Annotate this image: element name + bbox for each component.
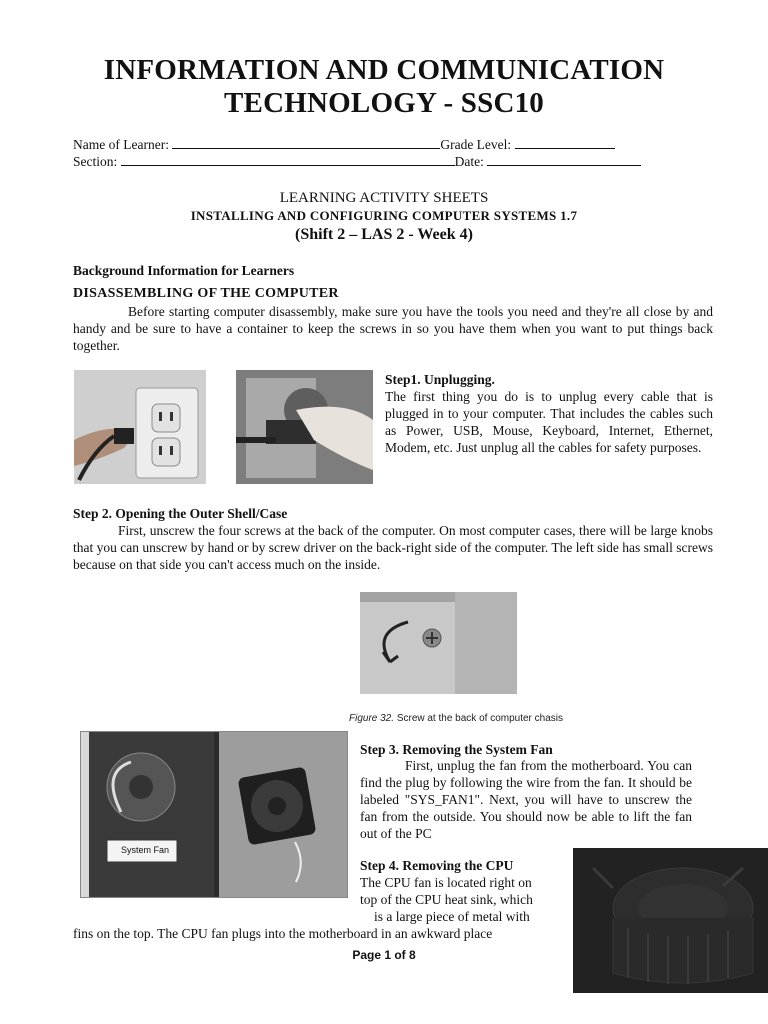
pc-cable-photo bbox=[236, 370, 373, 484]
step2-body: First, unscrew the four screws at the back of the computer. On most computer cases, there will be large knobs that you can unscrew by hand or by screw driver on the back-right side of the computer. The left side has small screws because on that side you can't access much on the inside. bbox=[73, 523, 713, 572]
step4-line4: fins on the top. The CPU fan plugs into the motherboard in an awkward place bbox=[73, 926, 493, 941]
learner-info-row bbox=[73, 136, 713, 153]
intro-paragraph: Before starting computer disassembly, make sure you have the tools you need and they're all close by and handy and be sure to have a container to keep the screws in so you have them when you want to put things back together. bbox=[73, 304, 713, 353]
figure32-photo bbox=[360, 592, 517, 694]
wall-outlet-image bbox=[74, 370, 206, 484]
figure32-caption bbox=[349, 713, 563, 724]
system-fan-label: System Fan bbox=[121, 845, 170, 855]
document-title-line2: TECHNOLOGY - SSC10 bbox=[224, 87, 544, 119]
unplugging-photo bbox=[74, 370, 206, 484]
cpu-heatsink-image bbox=[573, 848, 768, 993]
grade-label: Grade Level: bbox=[440, 137, 512, 152]
section-title: DISASSEMBLING OF THE COMPUTER bbox=[73, 286, 339, 301]
section-field[interactable] bbox=[121, 153, 455, 166]
screw-image bbox=[360, 592, 517, 694]
document-title-line1: INFORMATION AND COMMUNICATION bbox=[103, 54, 665, 86]
date-label: Date: bbox=[454, 154, 484, 169]
step2-title: Step 2. Opening the Outer Shell/Case bbox=[73, 506, 288, 521]
step3-title: Step 3. Removing the System Fan bbox=[360, 742, 553, 757]
sheet-subheading: INSTALLING AND CONFIGURING COMPUTER SYSTEMS 1.7 bbox=[190, 208, 578, 223]
name-label: Name of Learner: bbox=[73, 137, 169, 152]
section-label: Section: bbox=[73, 154, 118, 169]
page-number: Page 1 of 8 bbox=[352, 948, 416, 962]
computer-back-image bbox=[236, 370, 373, 484]
step1-title: Step1. Unplugging. bbox=[385, 372, 495, 387]
sheet-shift: (Shift 2 – LAS 2 - Week 4) bbox=[295, 226, 473, 243]
step4-line1: The CPU fan is located right on bbox=[360, 875, 532, 890]
step4-line3: is a large piece of metal with bbox=[374, 909, 530, 924]
step4-line2: top of the CPU heat sink, which bbox=[360, 892, 533, 907]
step1-body: The first thing you do is to unplug every cable that is plugged in to your computer. That includes the cables such as Power, USB, Mouse, Keyboard, Internet, Ethernet, Modem, etc. Just unplug all the cables for safety purposes. bbox=[385, 389, 713, 455]
system-fan-photo bbox=[80, 731, 348, 898]
figure32-label: Figure 32. bbox=[349, 713, 395, 724]
step3-body: First, unplug the fan from the motherboard. You can find the plug by following the wire from the fan. It should be labeled "SYS_FAN1". Next, you will have to unscrew the fan from the outside. You should now be able to lift the fan out of the PC bbox=[360, 758, 692, 841]
figure32-caption-text: Screw at the back of computer chasis bbox=[396, 713, 563, 724]
sheet-heading: LEARNING ACTIVITY SHEETS bbox=[279, 190, 489, 206]
step4-title: Step 4. Removing the CPU bbox=[360, 858, 514, 873]
date-field[interactable] bbox=[487, 153, 641, 166]
name-field[interactable] bbox=[172, 136, 440, 149]
cpu-heatsink-photo bbox=[573, 848, 768, 993]
grade-field[interactable] bbox=[515, 136, 615, 149]
background-heading: Background Information for Learners bbox=[73, 263, 295, 278]
section-info-row bbox=[73, 153, 713, 170]
system-fan-image bbox=[81, 732, 347, 897]
